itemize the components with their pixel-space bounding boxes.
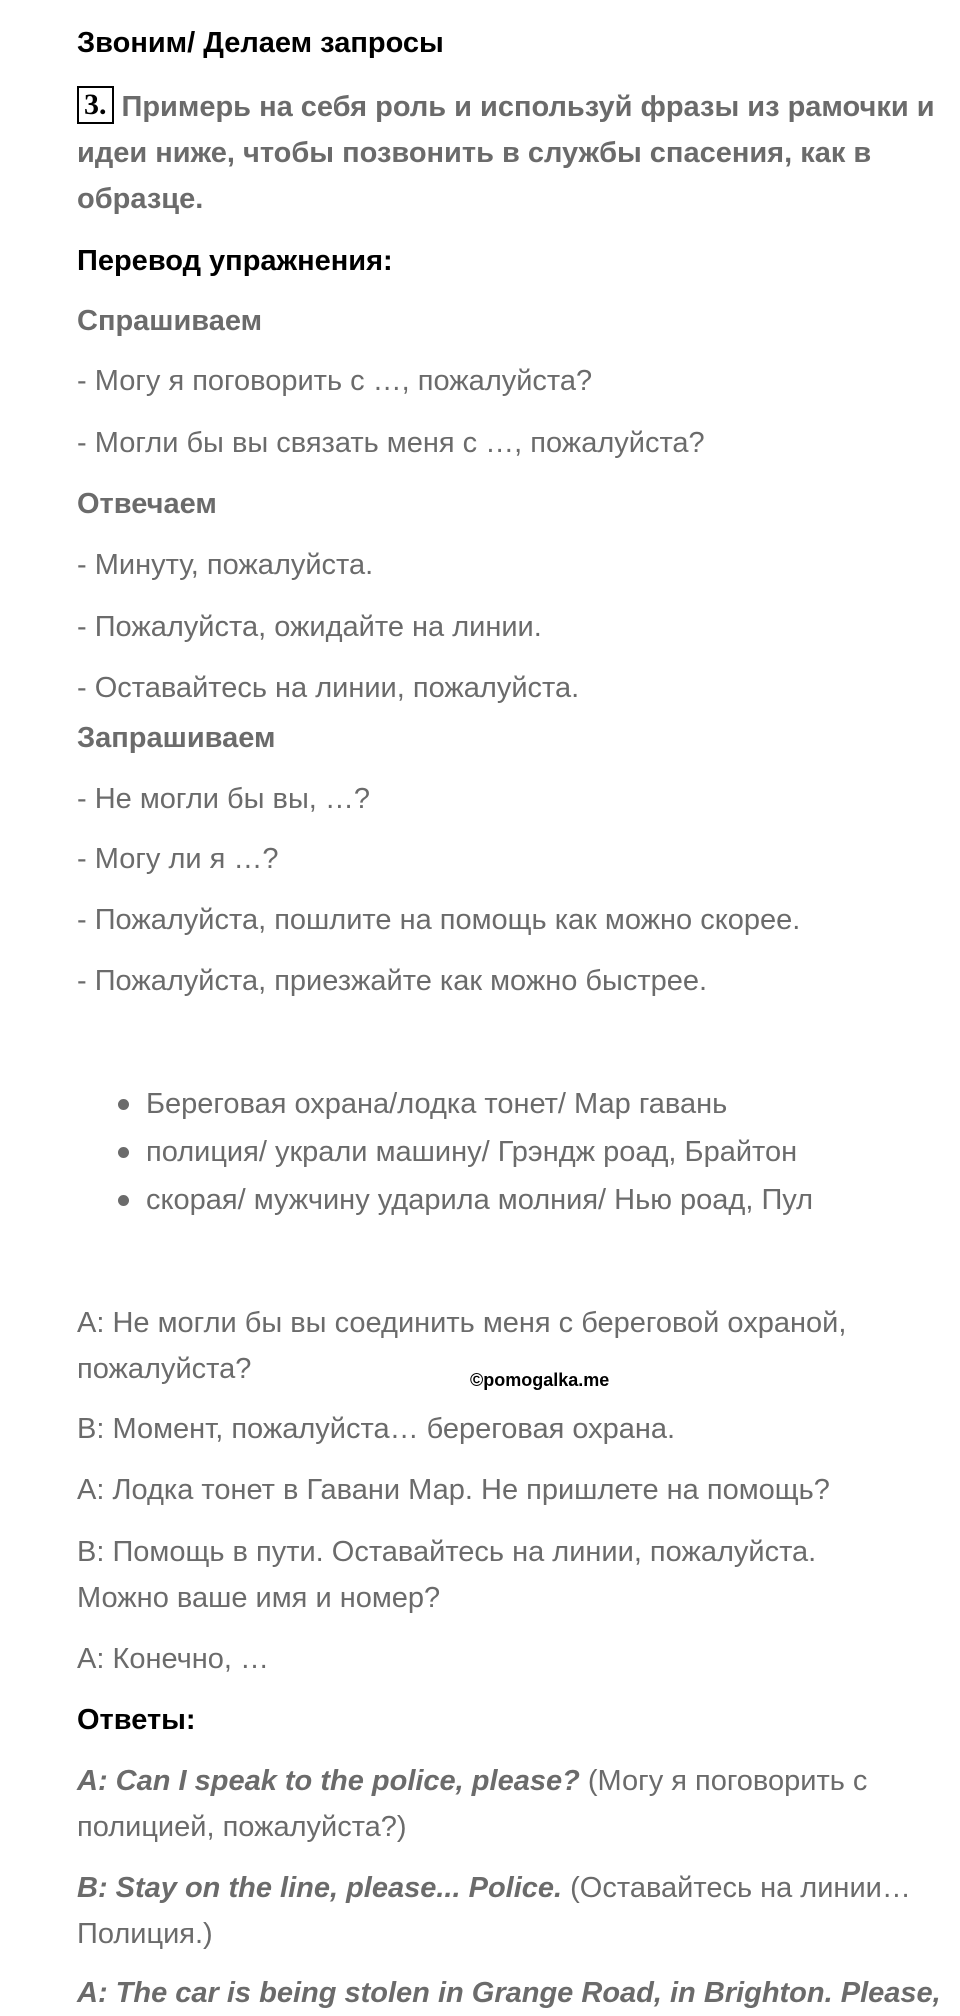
exercise-instruction-line-3: образце. xyxy=(77,183,204,215)
answer-english: B: Stay on the line, please... Police. xyxy=(77,1872,563,1904)
answer-russian: (Оставайтесь на линии… xyxy=(562,1872,911,1904)
answer-english: A: Can I speak to the police, please? xyxy=(77,1765,580,1797)
watermark: ©pomogalka.me xyxy=(470,1370,610,1390)
idea-text: скорая/ мужчину ударила молния/ Нью роад, Пул xyxy=(146,1184,814,1216)
requesting-item: - Пожалуйста, приезжайте как можно быстрее. xyxy=(77,965,708,997)
exercise-instruction-text: Примерь на себя роль и используй фразы из рамочки и xyxy=(121,91,935,123)
bullet-icon xyxy=(118,1099,129,1110)
idea-item xyxy=(118,1080,813,1128)
requesting-item: - Могу ли я …? xyxy=(77,843,279,875)
answering-item: - Оставайтесь на линии, пожалуйста. xyxy=(77,672,580,704)
answer-line xyxy=(77,1970,941,2016)
answer-line: Полиция.) xyxy=(77,1918,213,1950)
dialogue-line: А: Лодка тонет в Гавани Мар. Не пришлете на помощь? xyxy=(77,1474,830,1506)
dialogue-line: пожалуйста? xyxy=(77,1353,252,1385)
answers-heading: Ответы: xyxy=(77,1704,196,1736)
translation-heading: Перевод упражнения: xyxy=(77,245,393,277)
exercise-instruction-line-1 xyxy=(77,84,935,130)
dialogue-line: А: Не могли бы вы соединить меня с береговой охраной, xyxy=(77,1307,847,1339)
exercise-number: 3. xyxy=(77,86,114,124)
asking-item: - Могли бы вы связать меня с …, пожалуйста? xyxy=(77,427,705,459)
requesting-heading: Запрашиваем xyxy=(77,722,276,754)
asking-heading: Спрашиваем xyxy=(77,305,263,337)
answering-item: - Пожалуйста, ожидайте на линии. xyxy=(77,611,542,643)
answer-russian: (Могу я поговорить с xyxy=(579,1765,868,1797)
answer-line xyxy=(77,1758,867,1804)
bullet-icon xyxy=(118,1147,129,1158)
answer-line xyxy=(77,1865,911,1911)
bullet-icon xyxy=(118,1195,129,1206)
dialogue-line: В: Помощь в пути. Оставайтесь на линии, пожалуйста. xyxy=(77,1536,817,1568)
answer-english: A: The car is being stolen in Grange Road, in Brighton. Please, xyxy=(77,1977,941,2009)
exercise-instruction-line-2: идеи ниже, чтобы позвонить в службы спасения, как в xyxy=(77,137,872,169)
dialogue-line: Можно ваше имя и номер? xyxy=(77,1582,441,1614)
idea-item xyxy=(118,1176,813,1224)
asking-item: - Могу я поговорить с …, пожалуйста? xyxy=(77,365,593,397)
requesting-item: - Пожалуйста, пошлите на помощь как можно скорее. xyxy=(77,904,801,936)
requesting-item: - Не могли бы вы, …? xyxy=(77,783,371,815)
answer-line: полицией, пожалуйста?) xyxy=(77,1811,407,1843)
ideas-list xyxy=(118,1080,813,1224)
dialogue-line: А: Конечно, … xyxy=(77,1643,270,1675)
idea-text: Береговая охрана/лодка тонет/ Мар гавань xyxy=(146,1088,728,1120)
idea-text: полиция/ украли машину/ Грэндж роад, Брайтон xyxy=(146,1136,798,1168)
answering-heading: Отвечаем xyxy=(77,488,217,520)
section-title: Звоним/ Делаем запросы xyxy=(77,27,444,59)
answering-item: - Минуту, пожалуйста. xyxy=(77,549,374,581)
dialogue-line: В: Момент, пожалуйста… береговая охрана. xyxy=(77,1413,676,1445)
idea-item xyxy=(118,1128,813,1176)
